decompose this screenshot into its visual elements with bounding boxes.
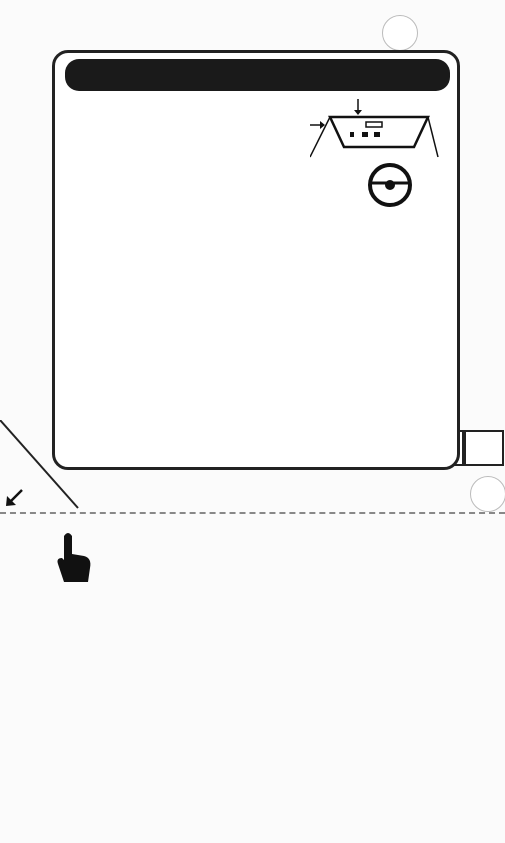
perforation-line [0, 512, 505, 514]
banner [65, 59, 450, 91]
punched-hole-top [382, 15, 418, 51]
arrow-down-left-icon [4, 486, 26, 508]
punched-hole-bottom [470, 476, 505, 512]
barcode [115, 710, 415, 802]
dez-cell-2 [464, 430, 504, 466]
hand-peel-icon [54, 530, 94, 588]
windscreen-diagram-icon [310, 99, 440, 211]
vignette-center-panel [52, 50, 460, 470]
